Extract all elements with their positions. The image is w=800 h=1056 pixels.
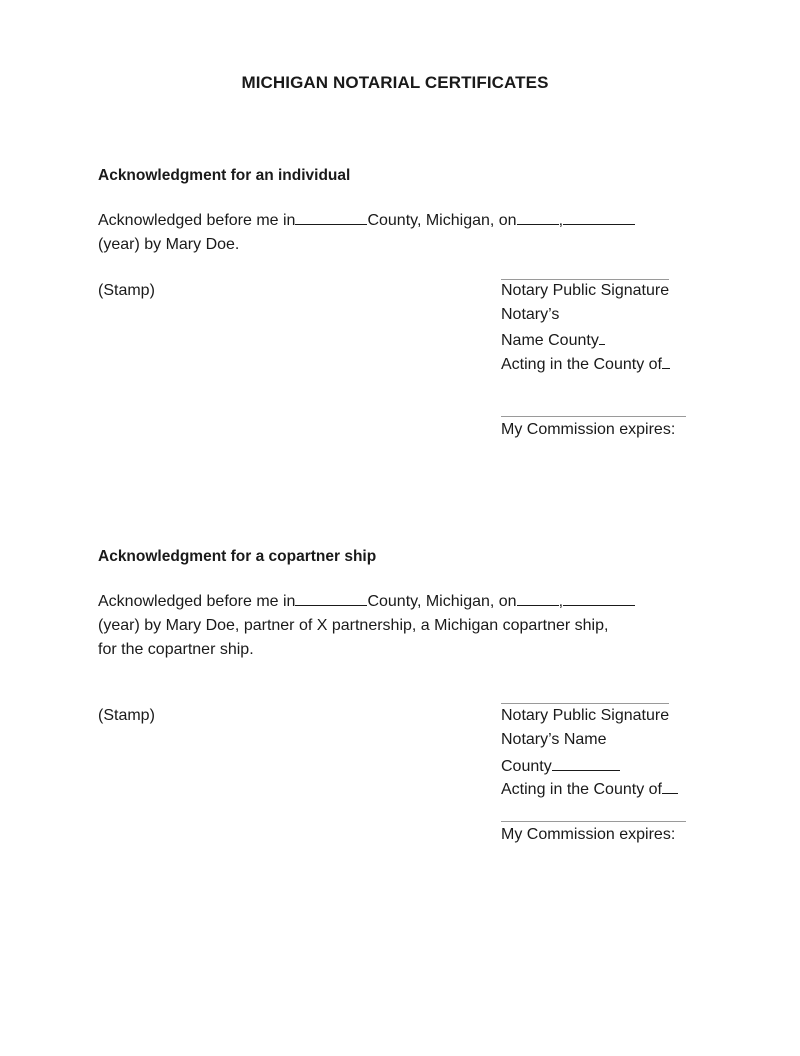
- notary-signature-label: Notary Public Signature: [501, 707, 670, 724]
- notary-county-blank[interactable]: [599, 329, 605, 345]
- county-blank[interactable]: [295, 209, 367, 225]
- notary-name-county-label: [501, 329, 605, 350]
- signature-line: [501, 703, 669, 704]
- acting-county-label: [501, 778, 678, 799]
- notary-county-text: County: [501, 758, 552, 775]
- stamp-placeholder: (Stamp): [98, 282, 155, 299]
- date-blank-2[interactable]: [563, 590, 635, 606]
- commission-line: [501, 416, 686, 417]
- acting-county-text: Acting in the County of: [501, 781, 662, 798]
- section2-heading: Acknowledgment for a copartner ship: [98, 548, 377, 565]
- commission-expires-label: My Commission expires:: [501, 826, 676, 843]
- acting-county-blank[interactable]: [662, 778, 678, 794]
- ack-text-part2: County, Michigan, on: [367, 212, 517, 229]
- notary-name-label: Notary’s: [501, 306, 560, 323]
- acting-county-blank[interactable]: [662, 353, 670, 369]
- ack-text-part1: Acknowledged before me in: [98, 593, 296, 610]
- section2-ack-line3: for the copartner ship.: [98, 641, 254, 658]
- ack-text-part3: ,: [558, 212, 564, 229]
- commission-expires-label: My Commission expires:: [501, 421, 676, 438]
- commission-line: [501, 821, 686, 822]
- acting-county-text: Acting in the County of: [501, 356, 662, 373]
- notary-name-county-text: Name County: [501, 332, 599, 349]
- acting-county-label: [501, 353, 670, 374]
- stamp-placeholder: (Stamp): [98, 707, 155, 724]
- notary-county-blank[interactable]: [552, 755, 620, 771]
- county-blank[interactable]: [295, 590, 367, 606]
- section1-ack-line2: (year) by Mary Doe.: [98, 236, 240, 253]
- date-blank[interactable]: [517, 209, 559, 225]
- notary-county-label: [501, 755, 620, 776]
- section1-ack-line1: [98, 209, 635, 233]
- section1-heading: Acknowledgment for an individual: [98, 167, 351, 184]
- notary-signature-label: Notary Public Signature: [501, 282, 670, 299]
- notary-name-label: Notary’s Name: [501, 731, 607, 748]
- section2-ack-line1: [98, 590, 635, 614]
- signature-line: [501, 279, 669, 280]
- ack-text-part3: ,: [558, 593, 564, 610]
- date-blank[interactable]: [517, 590, 559, 606]
- date-blank-2[interactable]: [563, 209, 635, 225]
- page-title: MICHIGAN NOTARIAL CERTIFICATES: [241, 73, 549, 92]
- ack-text-part1: Acknowledged before me in: [98, 212, 296, 229]
- ack-text-part2: County, Michigan, on: [367, 593, 517, 610]
- section2-ack-line2: (year) by Mary Doe, partner of X partnership, a Michigan copartner ship,: [98, 617, 609, 634]
